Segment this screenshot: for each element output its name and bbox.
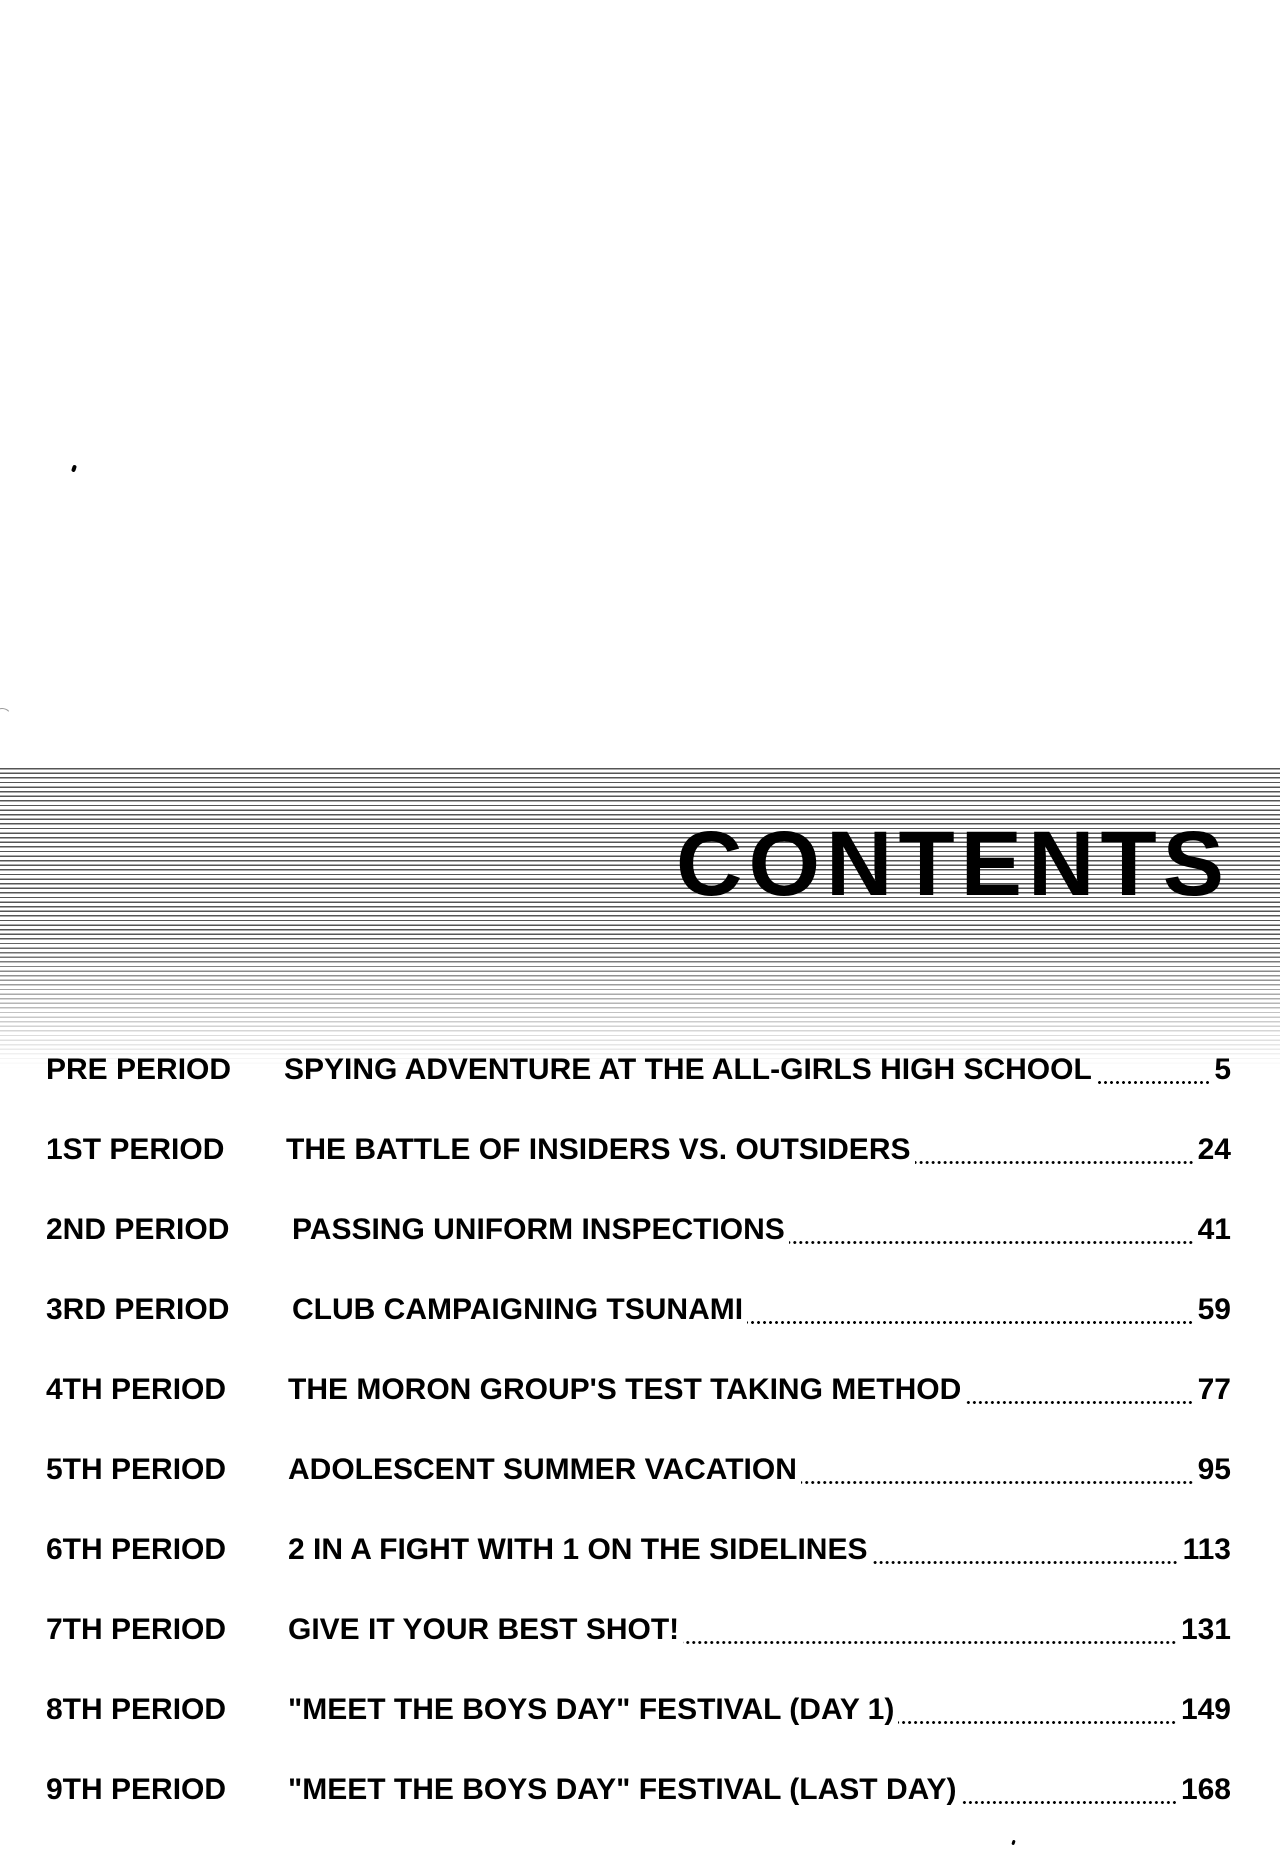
toc-page-number: 5 bbox=[1214, 1053, 1231, 1086]
toc-chapter-title: PASSING UNIFORM INSPECTIONS bbox=[292, 1213, 785, 1246]
toc-chapter-title: "MEET THE BOYS DAY" FESTIVAL (LAST DAY) bbox=[288, 1773, 957, 1806]
toc-period-label: 2ND PERIOD bbox=[46, 1213, 230, 1246]
toc-page-number: 59 bbox=[1197, 1293, 1231, 1326]
toc-page-number: 77 bbox=[1197, 1373, 1231, 1406]
toc-period-label: PRE PERIOD bbox=[46, 1053, 232, 1086]
toc-dot-leader bbox=[683, 1641, 1177, 1644]
toc-entry bbox=[46, 1110, 1231, 1190]
toc-period-label: 8TH PERIOD bbox=[46, 1693, 227, 1726]
scan-artifact-speck bbox=[71, 465, 77, 473]
toc-period-label: 6TH PERIOD bbox=[46, 1533, 227, 1566]
toc-entry bbox=[46, 1750, 1231, 1830]
toc-page-number: 131 bbox=[1180, 1613, 1231, 1646]
toc-chapter-title: SPYING ADVENTURE AT THE ALL-GIRLS HIGH SCHOOL bbox=[284, 1053, 1092, 1086]
toc-page-number: 168 bbox=[1180, 1773, 1231, 1806]
toc-entry bbox=[46, 1270, 1231, 1350]
toc-dot-leader bbox=[801, 1481, 1194, 1484]
toc-chapter-title: GIVE IT YOUR BEST SHOT! bbox=[288, 1613, 680, 1646]
toc-entry bbox=[46, 1190, 1231, 1270]
toc-page-number: 41 bbox=[1197, 1213, 1231, 1246]
toc-dot-leader bbox=[789, 1241, 1194, 1244]
toc-period-label: 9TH PERIOD bbox=[46, 1773, 227, 1806]
toc-period-label: 4TH PERIOD bbox=[46, 1373, 227, 1406]
toc-chapter-title: THE MORON GROUP'S TEST TAKING METHOD bbox=[288, 1373, 962, 1406]
toc-page-number: 24 bbox=[1197, 1133, 1231, 1166]
toc-dot-leader bbox=[961, 1801, 1177, 1804]
toc-chapter-title: ADOLESCENT SUMMER VACATION bbox=[288, 1453, 797, 1486]
toc-entry bbox=[46, 1430, 1231, 1510]
toc-page-number: 149 bbox=[1180, 1693, 1231, 1726]
toc-chapter-title: CLUB CAMPAIGNING TSUNAMI bbox=[292, 1293, 744, 1326]
scan-artifact-arc bbox=[0, 708, 12, 728]
toc-chapter-title: "MEET THE BOYS DAY" FESTIVAL (DAY 1) bbox=[288, 1693, 895, 1726]
toc-period-label: 1ST PERIOD bbox=[46, 1133, 225, 1166]
contents-title: CONTENTS bbox=[676, 813, 1230, 915]
table-of-contents bbox=[46, 1030, 1231, 1830]
toc-chapter-title: THE BATTLE OF INSIDERS VS. OUTSIDERS bbox=[286, 1133, 911, 1166]
toc-page-number: 113 bbox=[1182, 1533, 1231, 1566]
toc-page-number: 95 bbox=[1197, 1453, 1231, 1486]
toc-dot-leader bbox=[898, 1721, 1177, 1724]
toc-entry bbox=[46, 1350, 1231, 1430]
toc-period-label: 5TH PERIOD bbox=[46, 1453, 227, 1486]
toc-dot-leader bbox=[871, 1561, 1178, 1564]
toc-entry bbox=[46, 1030, 1231, 1110]
toc-entry bbox=[46, 1510, 1231, 1590]
toc-period-label: 3RD PERIOD bbox=[46, 1293, 230, 1326]
scan-artifact-speck bbox=[1011, 1840, 1015, 1846]
toc-period-label: 7TH PERIOD bbox=[46, 1613, 227, 1646]
toc-dot-leader bbox=[1096, 1081, 1211, 1084]
toc-dot-leader bbox=[747, 1321, 1194, 1324]
toc-dot-leader bbox=[915, 1161, 1194, 1164]
toc-dot-leader bbox=[965, 1401, 1193, 1404]
toc-entry bbox=[46, 1670, 1231, 1750]
toc-entry bbox=[46, 1590, 1231, 1670]
toc-chapter-title: 2 IN A FIGHT WITH 1 ON THE SIDELINES bbox=[288, 1533, 868, 1566]
